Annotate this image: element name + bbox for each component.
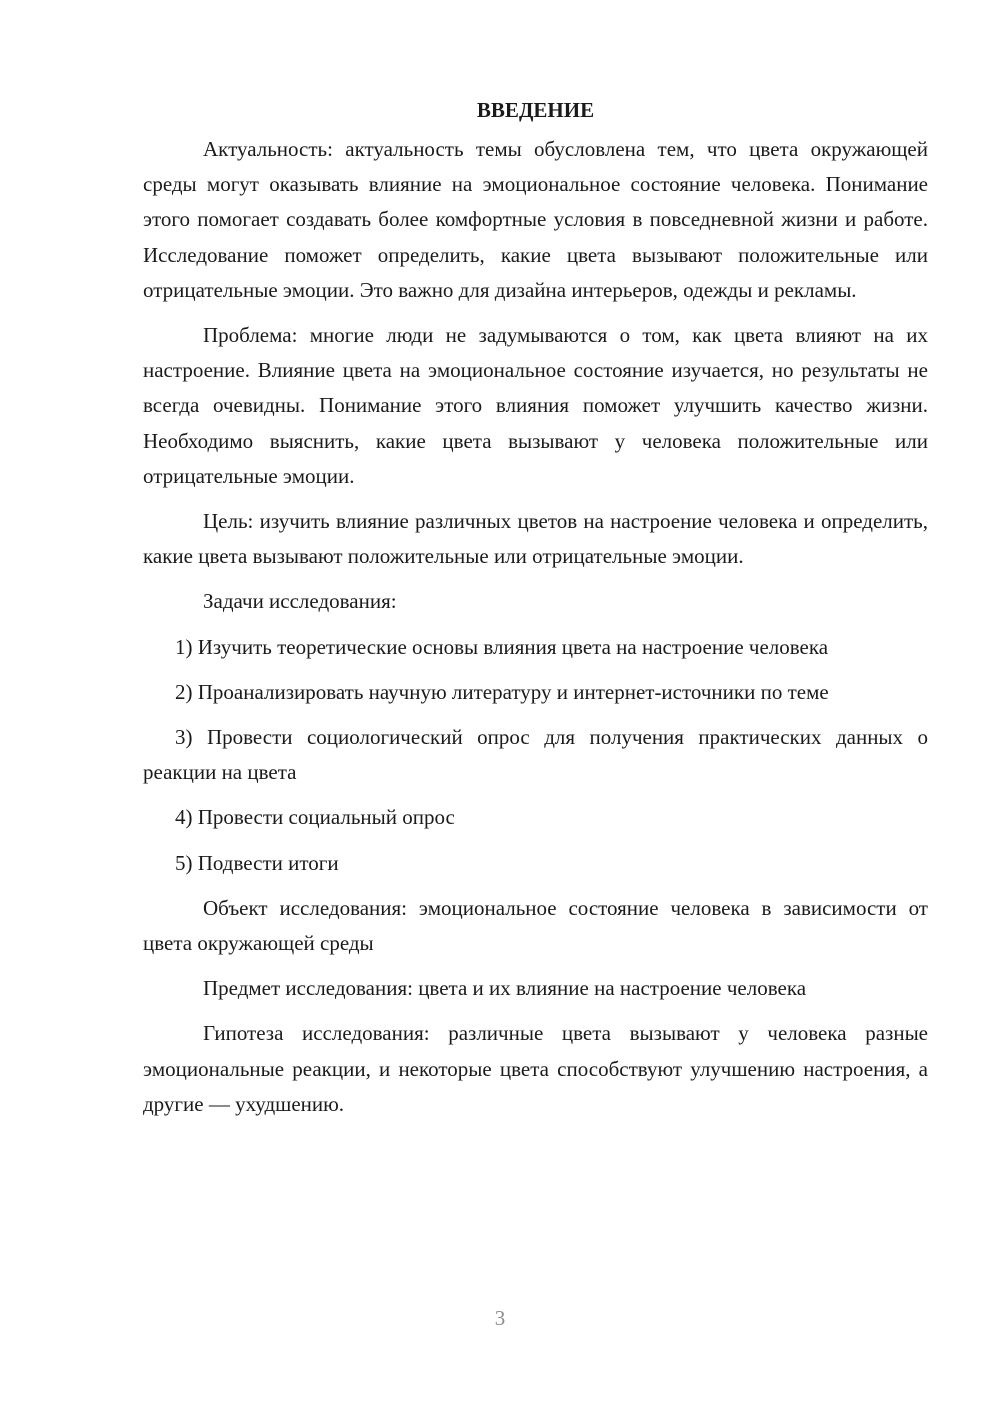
object-paragraph: Объект исследования: эмоциональное состояние человека в зависимости от цвета окружающей среды: [143, 895, 928, 956]
hypothesis-paragraph: Гипотеза исследования: различные цвета вызывают у человека разные эмоциональные реакции, и некоторые цвета способствуют улучшению настроения, а другие — ухудшению.: [143, 1021, 928, 1116]
list-item: 3) Провести социологический опрос для получения практических данных о реакции на цвета: [143, 725, 928, 785]
relevance-paragraph: Актуальность: актуальность темы обусловлена тем, что цвета окружающей среды могут оказывать влияние на эмоциональное состояние человека. Понимание этого помогает создавать более комфортные условия в повседневной жизни и работе. Исследование поможет определить, какие цвета вызывают положительные или отрицательные эмоции. Это важно для дизайна интерьеров, одежды и рекламы.: [143, 137, 928, 302]
page-number: 3: [494, 1306, 506, 1330]
problem-paragraph: Проблема: многие люди не задумываются о том, как цвета влияют на их настроение. Влияние цвета на эмоциональное состояние изучается, но результаты не всегда очевидны. Понимание этого влияния поможет улучшить качество жизни. Необходимо выяснить, какие цвета вызывают у человека положительные или отрицательные эмоции.: [143, 323, 928, 488]
subject-paragraph: Предмет исследования: цвета и их влияние на настроение человека: [203, 976, 807, 1001]
list-item: 4) Провести социальный опрос: [175, 805, 455, 830]
list-item: 1) Изучить теоретические основы влияния цвета на настроение человека: [175, 634, 829, 659]
list-item: 5) Подвести итоги: [175, 850, 339, 875]
tasks-list: [143, 630, 928, 881]
document-body: [143, 96, 928, 1132]
section-heading: ВВЕДЕНИЕ: [476, 98, 595, 122]
list-item: 2) Проанализировать научную литературу и интернет-источники по теме: [175, 679, 829, 704]
tasks-title: Задачи исследования:: [203, 589, 397, 614]
goal-paragraph: Цель: изучить влияние различных цветов на настроение человека и определить, какие цвета вызывают положительные или отрицательные эмоции.: [143, 509, 928, 569]
